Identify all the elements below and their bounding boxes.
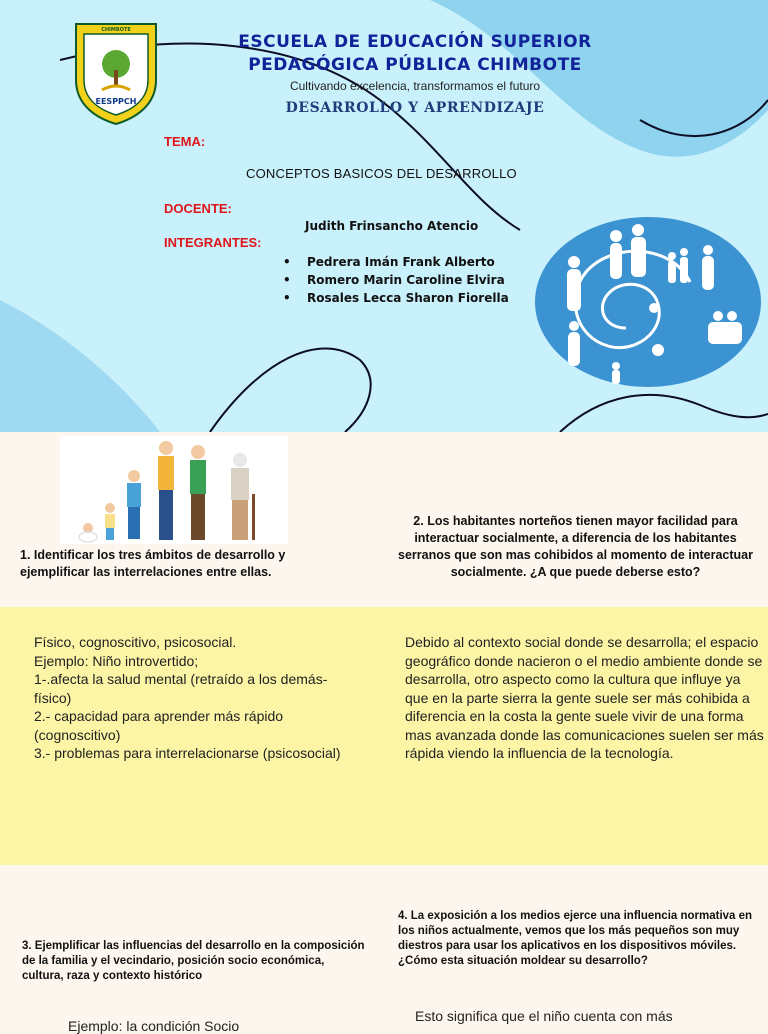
- question-4: 4. La exposición a los medios ejerce una influencia normativa en los niños actualmente, vemos que los más pequeños son muy diestros para usar los aplicativos en los dispositivos móviles. ¿Cómo esta situación moldear su desarrollo?: [398, 910, 753, 967]
- docente-value: Judith Frinsancho Atencio: [305, 219, 479, 233]
- tema-value: CONCEPTOS BASICOS DEL DESARROLLO: [246, 166, 517, 181]
- list-item: • Rosales Lecca Sharon Fiorella: [283, 291, 509, 305]
- tema-label: TEMA:: [164, 134, 206, 149]
- school-name-line1: ESCUELA DE EDUCACIÓN SUPERIOR: [238, 32, 592, 52]
- list-item: • Pedrera Imán Frank Alberto: [283, 255, 495, 269]
- question-1: 1. Identificar los tres ámbitos de desarrollo y ejemplificar las interrelaciones entre ellas.: [20, 548, 286, 579]
- answer-1: [34, 633, 354, 763]
- list-item: • Romero Marin Caroline Elvira: [283, 273, 505, 287]
- answer-1-line: 3.- problemas para interrelacionarse (psicosocial): [34, 745, 341, 761]
- question-3: 3. Ejemplificar las influencias del desarrollo en la composición de la familia y el vecindario, posición socio económica, cultura, raza y contexto histórico: [22, 940, 365, 982]
- course-title: DESARROLLO Y APRENDIZAJE: [285, 100, 545, 116]
- question-2: 2. Los habitantes norteños tienen mayor facilidad para interactuar socialmente, a diferencia de los habitantes serranos que son mas cohibidos al momento de interactuar socialmente. ¿A que puede deberse esto?: [398, 514, 753, 579]
- docente-label: DOCENTE:: [164, 201, 232, 216]
- answer-1-line: 1-.afecta la salud mental (retraído a los demás-físico): [34, 671, 328, 706]
- school-motto: Cultivando excelencia, transformamos el futuro: [289, 79, 541, 93]
- answer-2: Debido al contexto social donde se desarrolla; el espacio geográfico donde nacieron o el medio ambiente donde se desarrolla, otro aspecto como la cultura que influye ya que en la parte sierra la gente suele ser más cohibida a diferencia en la costa la gente suele vivir de una forma mas avanzada donde las comunicaciones suelen ser más rápida viendo la influencia de la tecnología.: [405, 634, 764, 761]
- answer-1-line: 2.- capacidad para aprender más rápido (cognoscitivo): [34, 708, 284, 743]
- cover-section: [0, 0, 768, 432]
- answer-1-line: Ejemplo: Niño introvertido;: [34, 652, 199, 669]
- integrantes-list: [283, 253, 509, 307]
- life-cycle-spiral-icon: [534, 216, 762, 388]
- answer-4-start: Esto significa que el niño cuenta con más: [415, 1008, 673, 1024]
- human-growth-stages-icon: [60, 436, 288, 544]
- answer-1-line: Físico, cognoscitivo, psicosocial.: [34, 634, 237, 650]
- svg-text:CHIMBOTE: CHIMBOTE: [101, 27, 131, 33]
- answer-3-start: Ejemplo: la condición Socio: [68, 1018, 240, 1034]
- school-seal-icon: [72, 20, 160, 126]
- school-name-line2: PEDAGÓGICA PÚBLICA CHIMBOTE: [248, 55, 582, 75]
- integrantes-label: INTEGRANTES:: [164, 235, 262, 250]
- svg-text:EESPPCH: EESPPCH: [95, 97, 137, 106]
